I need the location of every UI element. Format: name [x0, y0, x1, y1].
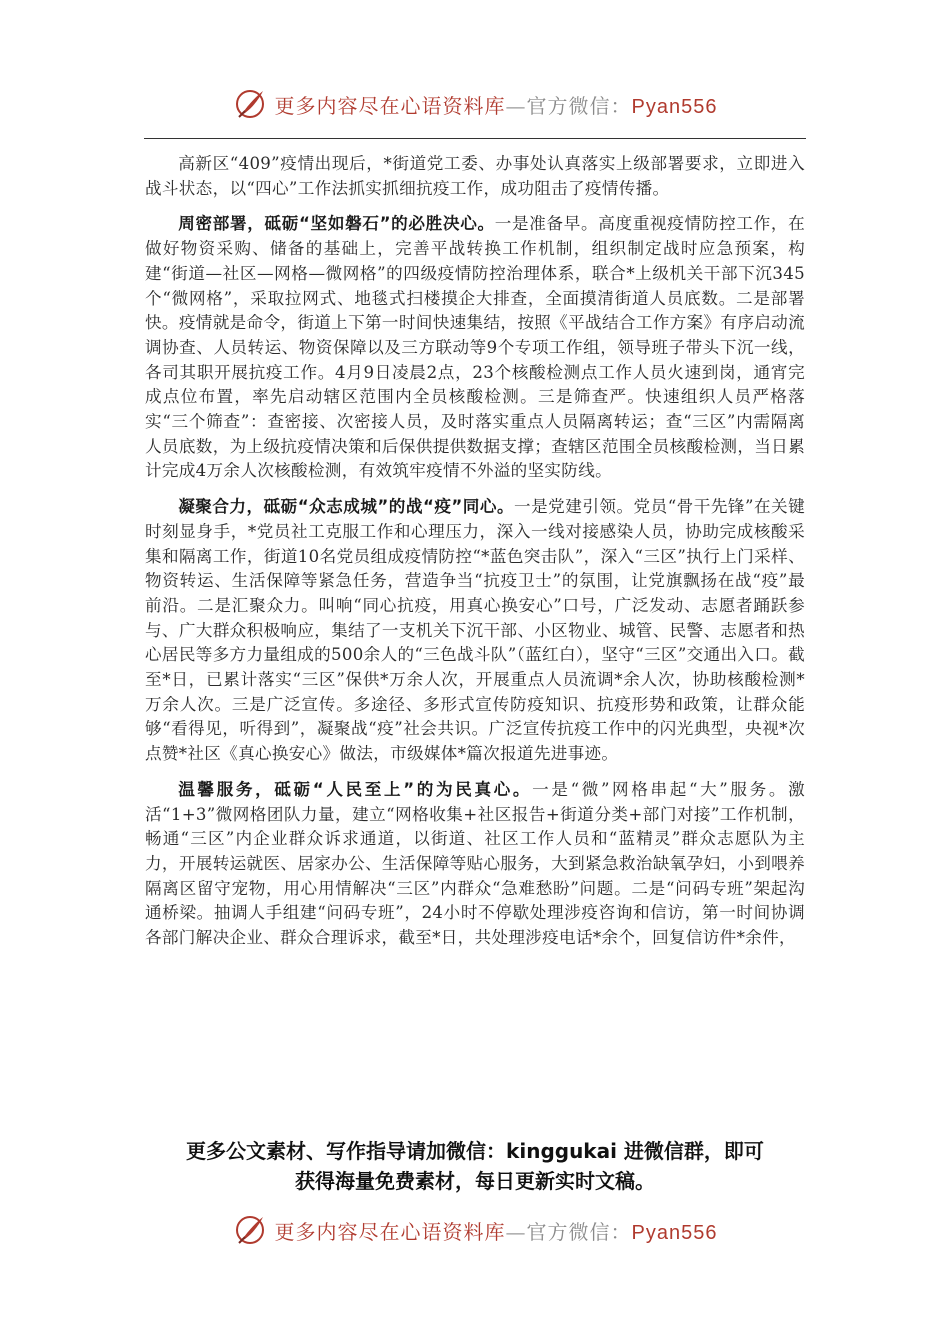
footer-brand-wechat-id: Pyan556: [631, 1221, 718, 1244]
footer-brand: [0, 1210, 950, 1250]
section-body-deployment: 一是准备早。高度重视疫情防控工作，在做好物资采购、储备的基础上，完善平战转换工作机制，组织制定战时应急预案，构建“街道—社区—网格—微网格”的四级疫情防控治理体系，联合*上级机关干部下沉345个“微网格”，采取拉网式、地毯式扫楼摸企大排查，全面摸清街道人员底数。二是部署快。疫情就是命令，街道上下第一时间快速集结，按照《平战结合工作方案》有序启动流调协查、人员转运、物资保障以及三方联动等9个专项工作组，领导班子带头下沉一线，各司其职开展抗疫工作。4月9日凌晨2点，23个核酸检测点工作人员火速到岗，通宵完成点位布置，率先启动辖区范围内全员核酸检测。三是筛查严。快速组织人员严格落实“三个筛查”：查密接、次密接人员，及时落实重点人员隔离转运；查“三区”内需隔离人员底数，为上级抗疫情决策和后保供提供数据支撑；查辖区范围全员核酸检测，当日累计完成4万余人次核酸检测，有效筑牢疫情不外溢的坚实防线。: [145, 214, 805, 481]
footer-brand-separator: —: [505, 1219, 527, 1244]
brand-main: 更多内容尽在心语资料库: [274, 93, 506, 118]
section-heading-unity: 凝聚合力，砥砺“众志成城”的战“疫”同心。: [178, 497, 515, 517]
paragraph-service: [145, 778, 805, 951]
footer-brand-text: [275, 1216, 718, 1245]
section-heading-service: 温馨服务，砥砺“人民至上”的为民真心。: [178, 779, 533, 799]
promo-notice: [145, 1136, 805, 1196]
paragraph-intro: 高新区“409”疫情出现后，*街道党工委、办事处认真落实上级部署要求，立即进入战斗状态，以“四心”工作法抓实抓细抗疫工作，成功阻击了疫情传播。: [145, 154, 805, 198]
article-body: [145, 152, 805, 962]
footer-brand-main: 更多内容尽在心语资料库: [274, 1219, 506, 1244]
header-brand-text: [275, 90, 718, 119]
paragraph-unity: [145, 495, 805, 767]
quill-logo-icon: [233, 1213, 267, 1247]
header-divider: [144, 138, 806, 139]
paragraph-deployment: [145, 212, 805, 484]
promo-line-1: 更多公文素材、写作指导请加微信：kinggukai 进微信群，即可: [186, 1139, 764, 1163]
brand-official-label: 官方微信：: [526, 93, 632, 118]
brand-separator: —: [505, 93, 527, 118]
promo-line-2: 获得海量免费素材，每日更新实时文稿。: [295, 1169, 655, 1193]
header-brand: [0, 84, 950, 124]
quill-logo-icon: [233, 87, 267, 121]
section-body-unity: 一是党建引领。党员“骨干先锋”在关键时刻显身手，*党员社工克服工作和心理压力，深入一线对接感染人员，协助完成核酸采集和隔离工作，街道10名党员组成疫情防控“*蓝色突击队”，深入“三区”执行上门采样、物资转运、生活保障等紧急任务，营造争当“抗疫卫士”的氛围，让党旗飘扬在战“疫”最前沿。二是汇聚众力。叫响“同心抗疫，用真心换安心”口号，广泛发动、志愿者踊跃参与、广大群众积极响应，集结了一支机关下沉干部、小区物业、城管、民警、志愿者和热心居民等多方力量组成的500余人的“三色战斗队”（蓝红白），坚守“三区”交通出入口。截至*日，已累计落实“三区”保供*万余人次，开展重点人员流调*余人次，协助核酸检测*万余人次。三是广泛宣传。多途径、多形式宣传防疫知识、抗疫形势和政策，让群众能够“看得见，听得到”，凝聚战“疫”社会共识。广泛宣传抗疫工作中的闪光典型，央视*次点赞*社区《真心换安心》做法，市级媒体*篇次报道先进事迹。: [145, 497, 805, 764]
section-heading-deployment: 周密部署，砥砺“坚如磐石”的必胜决心。: [178, 214, 495, 234]
footer-brand-official-label: 官方微信：: [526, 1219, 632, 1244]
brand-wechat-id: Pyan556: [631, 95, 718, 118]
section-body-service: 一是“微”网格串起“大”服务。激活“1+3”微网格团队力量，建立“网格收集+社区报告+街道分类+部门对接”工作机制，畅通“三区”内企业群众诉求通道，以街道、社区工作人员和“蓝精灵”群众志愿队为主力，开展转运就医、居家办公、生活保障等贴心服务，大到紧急救治缺氧孕妇，小到喂养隔离区留守宠物，用心用情解决“三区”内群众“急难愁盼”问题。二是“问码专班”架起沟通桥梁。抽调人手组建“问码专班”，24小时不停歇处理涉疫咨询和信访，第一时间协调各部门解决企业、群众合理诉求，截至*日，共处理涉疫电话*余个，回复信访件*余件，: [145, 779, 806, 948]
